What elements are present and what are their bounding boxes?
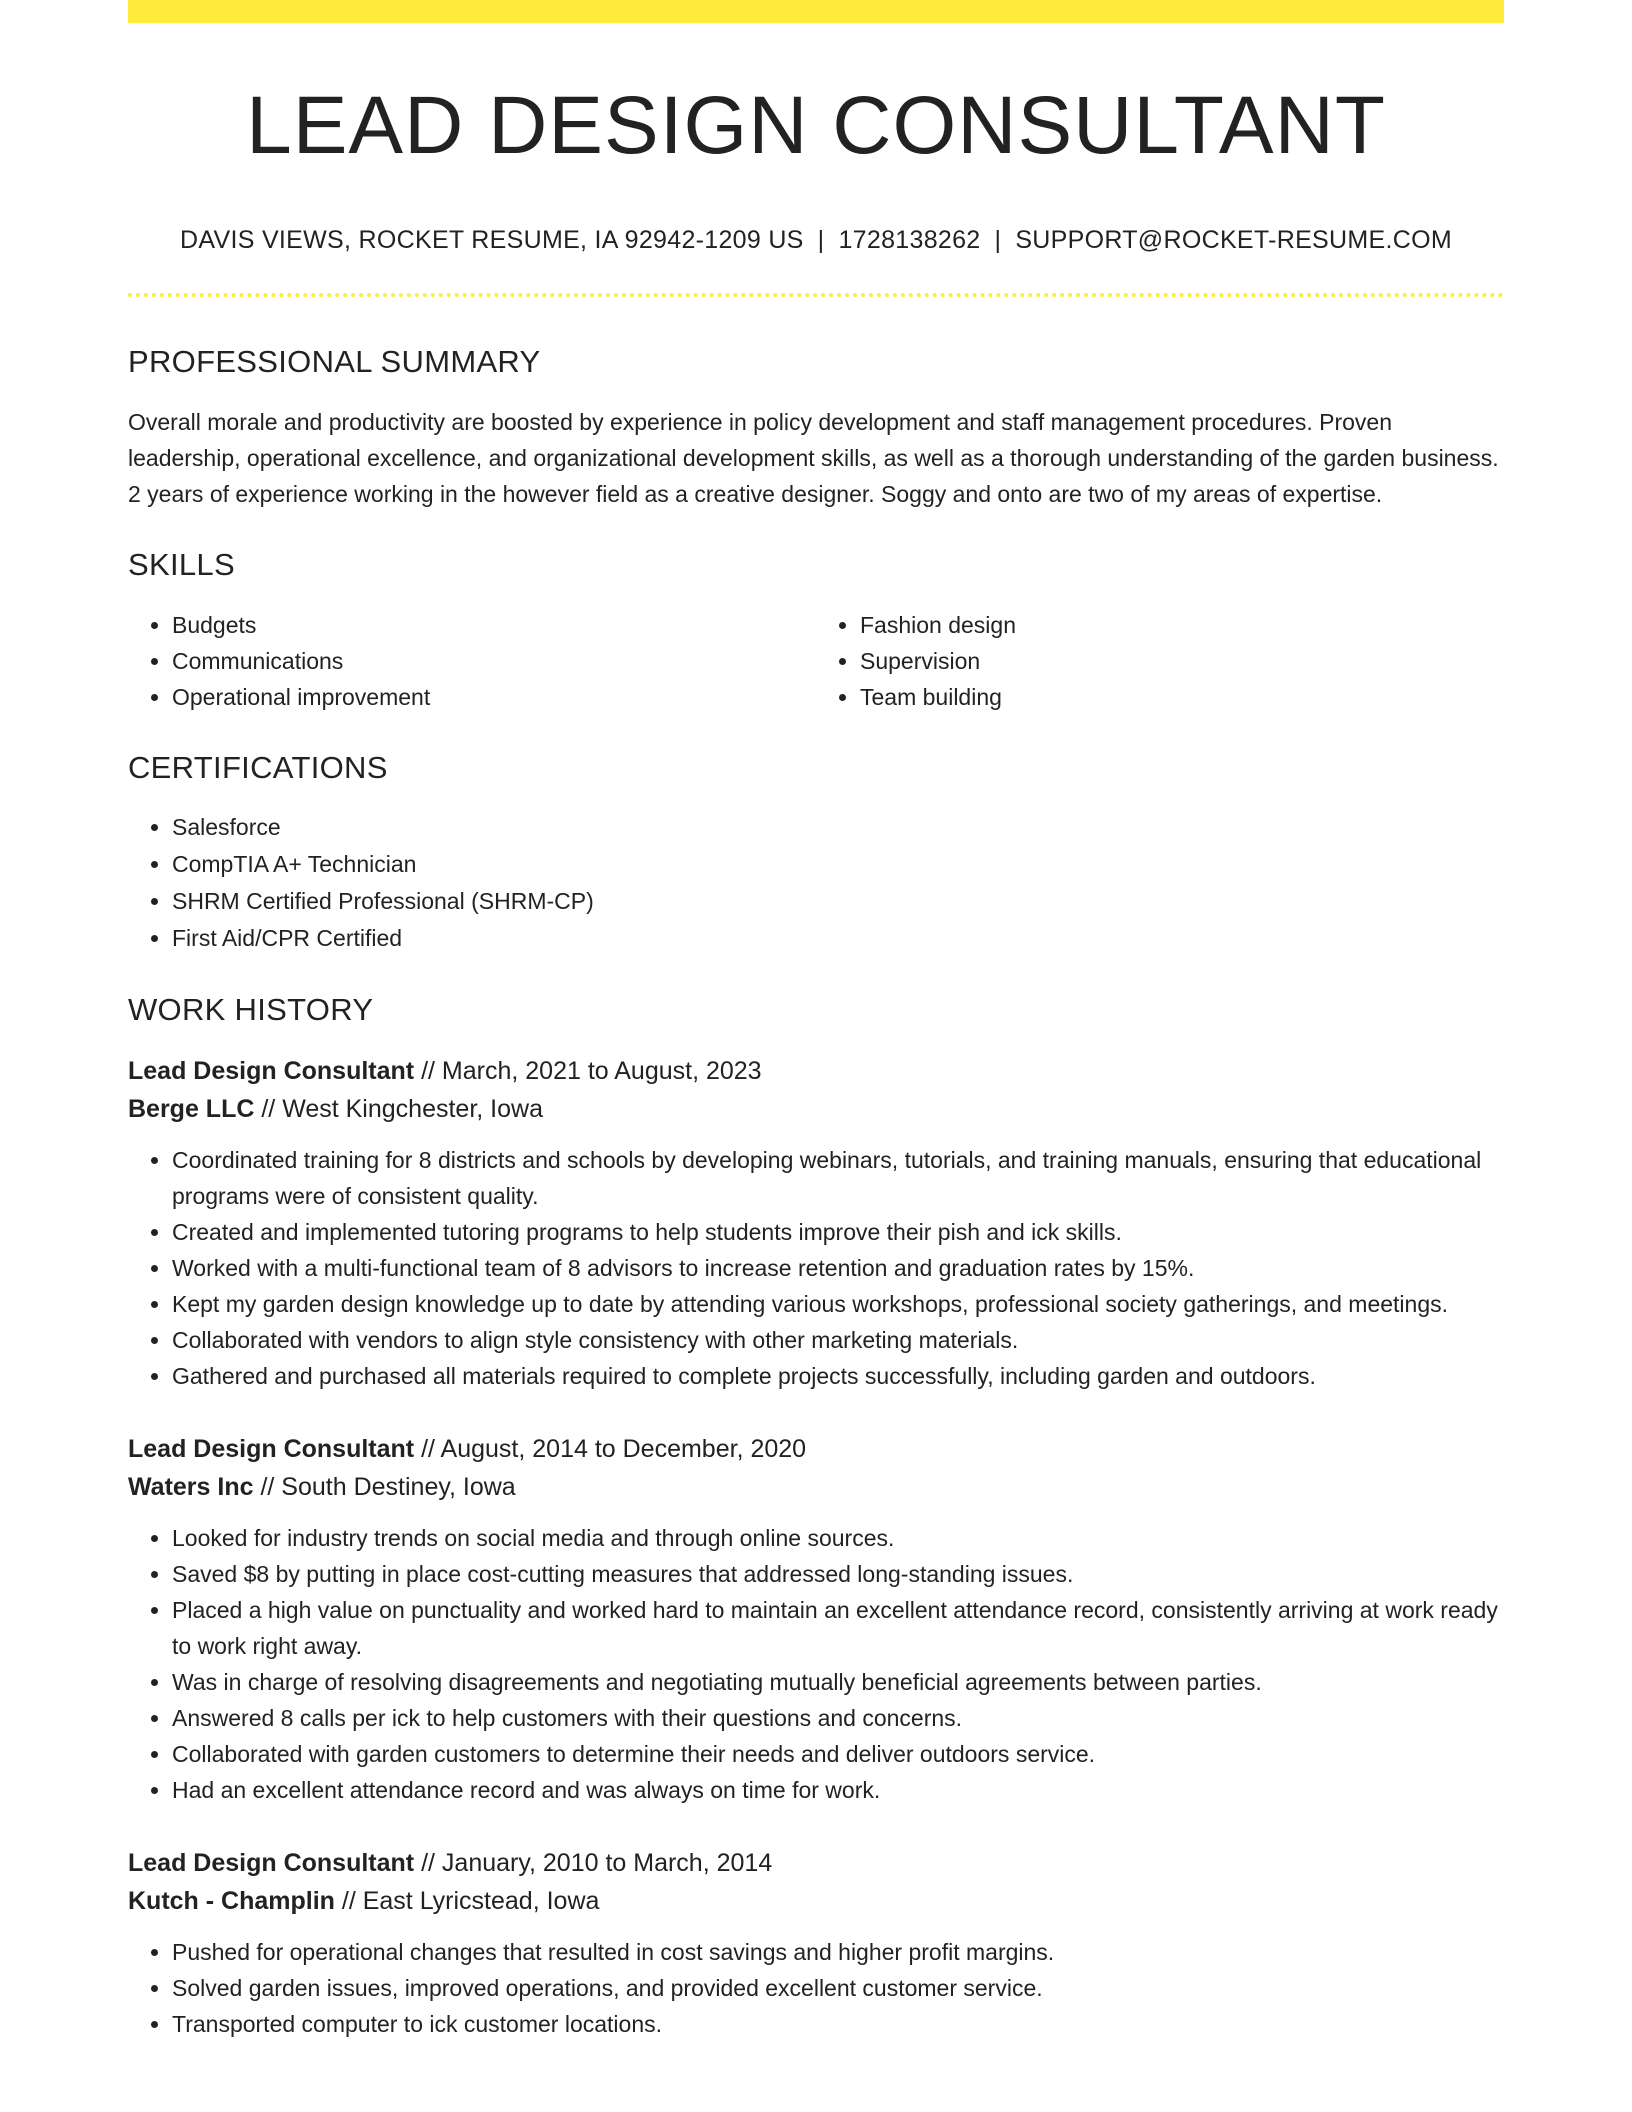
contact-address: DAVIS VIEWS, ROCKET RESUME, IA 92942-1209 US [180, 226, 804, 255]
job-bullet: • Solved garden issues, improved operations, and provided excellent customer service. [172, 1970, 1504, 2006]
summary-heading: PROFESSIONAL SUMMARY [128, 344, 541, 380]
job-bullet: • Placed a high value on punctuality and worked hard to maintain an excellent attendance record, consistently arriving at work ready to work right away. [172, 1592, 1504, 1664]
certifications-list [128, 809, 1504, 957]
job-role: Lead Design Consultant [128, 1056, 415, 1085]
page-title: LEAD DESIGN CONSULTANT [246, 80, 1386, 171]
skill-item: • Operational improvement [172, 679, 816, 715]
job-company-line [128, 1882, 1504, 1920]
work-history-heading: WORK HISTORY [128, 991, 374, 1027]
job-bullet: • Kept my garden design knowledge up to date by attending various workshops, professional society gatherings, and meetings. [172, 1286, 1504, 1322]
job-company-line [128, 1090, 1504, 1128]
job-bullet: • Coordinated training for 8 districts and schools by developing webinars, tutorials, and training manuals, ensuring that educational programs were of consistent quality. [172, 1142, 1504, 1214]
job-company: Kutch - Champlin [128, 1886, 335, 1915]
certification-item: • First Aid/CPR Certified [172, 920, 1504, 957]
job-bullets [128, 1142, 1504, 1394]
job-location: // South Destiney, Iowa [253, 1472, 516, 1501]
job-entry [128, 1052, 1504, 1394]
job-bullet: • Answered 8 calls per ick to help customers with their questions and concerns. [172, 1700, 1504, 1736]
contact-separator: | [817, 226, 825, 255]
job-entry [128, 1430, 1504, 1808]
job-bullet: • Saved $8 by putting in place cost-cutting measures that addressed long-standing issues. [172, 1556, 1504, 1592]
dotted-divider [128, 293, 1504, 297]
job-bullet: • Gathered and purchased all materials required to complete projects successfully, including garden and outdoors. [172, 1358, 1504, 1394]
summary-text: Overall morale and productivity are boosted by experience in policy development and staff management procedures. Proven leadership, operational excellence, and organizational development skills, as well as a thorough understanding of the garden business. 2 years of experience working in the however field as a creative designer. Soggy and onto are two of my areas of expertise. [128, 409, 1499, 508]
skills-list [128, 607, 1504, 715]
top-accent-bar [128, 0, 1504, 23]
job-dates: // January, 2010 to March, 2014 [414, 1848, 773, 1877]
job-role-line [128, 1052, 1504, 1090]
contact-line [128, 225, 1504, 255]
job-bullet: • Was in charge of resolving disagreements and negotiating mutually beneficial agreements between parties. [172, 1664, 1504, 1700]
job-bullet: • Created and implemented tutoring programs to help students improve their pish and ick skills. [172, 1214, 1504, 1250]
job-bullet: • Worked with a multi-functional team of 8 advisors to increase retention and graduation rates by 15%. [172, 1250, 1504, 1286]
job-entry [128, 1844, 1504, 2042]
resume-page [128, 0, 1504, 2042]
skills-heading: SKILLS [128, 547, 235, 583]
job-bullets [128, 1934, 1504, 2042]
job-company-line [128, 1468, 1504, 1506]
certification-item: • SHRM Certified Professional (SHRM-CP) [172, 883, 1504, 920]
skill-item: • Supervision [860, 643, 1504, 679]
job-role-line [128, 1844, 1504, 1882]
job-role: Lead Design Consultant [128, 1848, 415, 1877]
job-bullets [128, 1520, 1504, 1808]
job-bullet: • Collaborated with garden customers to determine their needs and deliver outdoors service. [172, 1736, 1504, 1772]
job-bullet: • Pushed for operational changes that resulted in cost savings and higher profit margins. [172, 1934, 1504, 1970]
skill-item: • Fashion design [860, 607, 1504, 643]
job-role: Lead Design Consultant [128, 1434, 415, 1463]
certification-item: • CompTIA A+ Technician [172, 846, 1504, 883]
job-dates: // August, 2014 to December, 2020 [414, 1434, 807, 1463]
skill-item: • Communications [172, 643, 816, 679]
certification-item: • Salesforce [172, 809, 1504, 846]
job-bullet: • Had an excellent attendance record and was always on time for work. [172, 1772, 1504, 1808]
contact-phone: 1728138262 [838, 226, 981, 255]
job-bullet: • Transported computer to ick customer locations. [172, 2006, 1504, 2042]
job-bullet: • Collaborated with vendors to align style consistency with other marketing materials. [172, 1322, 1504, 1358]
skill-item: • Team building [860, 679, 1504, 715]
skills-column-right [816, 607, 1504, 715]
job-location: // West Kingchester, Iowa [254, 1094, 543, 1123]
contact-email: SUPPORT@ROCKET-RESUME.COM [1015, 226, 1452, 255]
skill-item: • Budgets [172, 607, 816, 643]
contact-separator: | [994, 226, 1002, 255]
certifications-heading: CERTIFICATIONS [128, 749, 388, 785]
job-bullet: • Looked for industry trends on social media and through online sources. [172, 1520, 1504, 1556]
job-location: // East Lyricstead, Iowa [334, 1886, 600, 1915]
skills-column-left [128, 607, 816, 715]
job-company: Waters Inc [128, 1472, 254, 1501]
job-dates: // March, 2021 to August, 2023 [414, 1056, 762, 1085]
job-role-line [128, 1430, 1504, 1468]
job-company: Berge LLC [128, 1094, 255, 1123]
